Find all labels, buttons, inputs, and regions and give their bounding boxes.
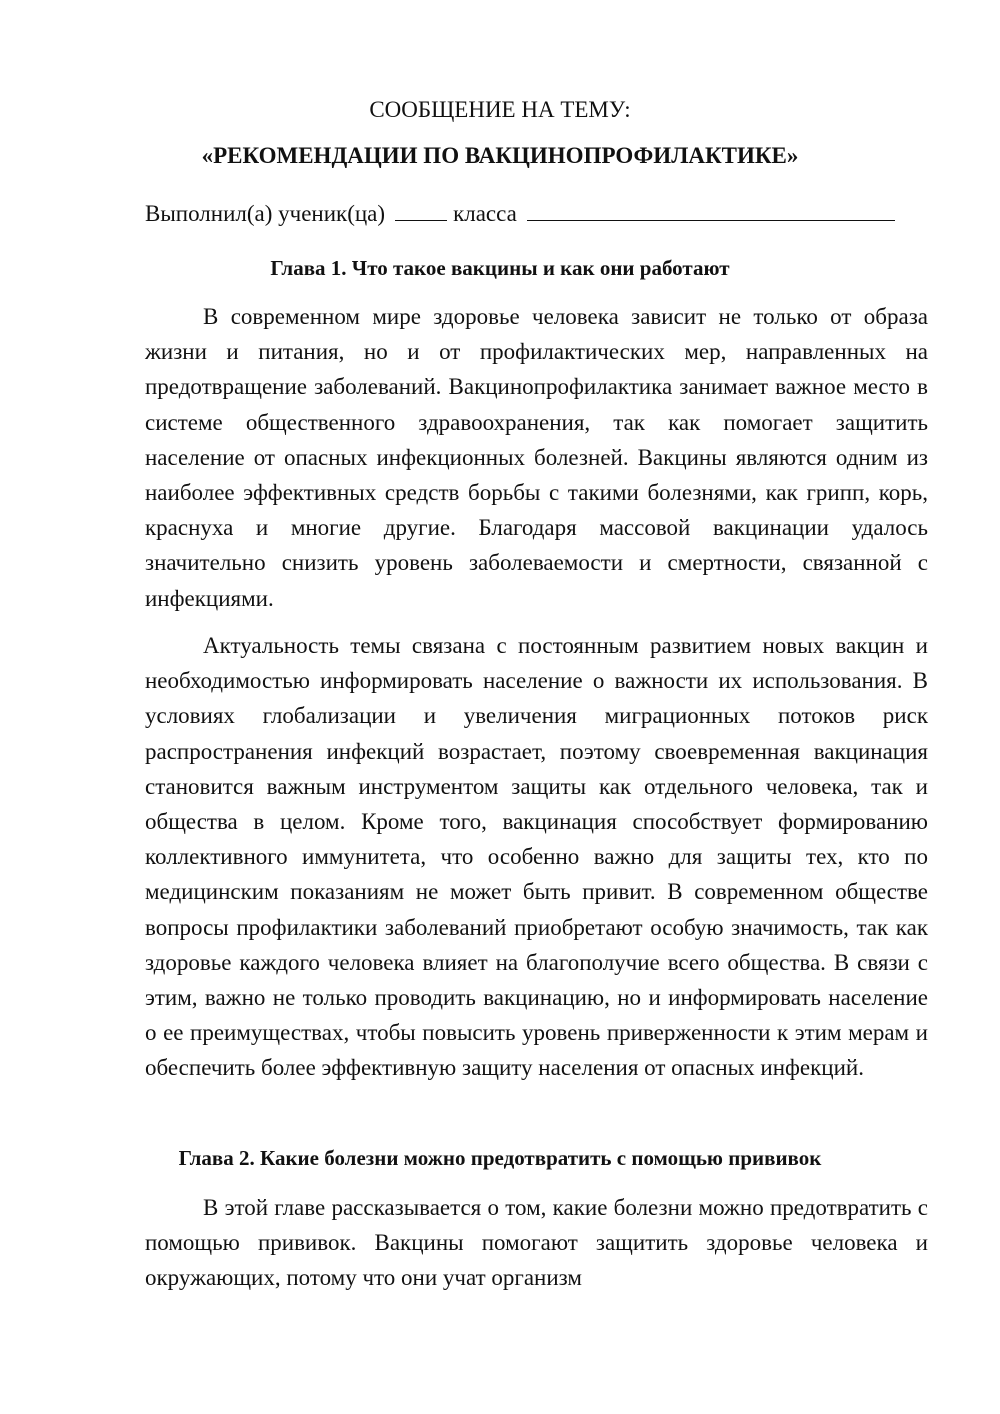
author-class-word: класса [453,201,517,226]
chapter-1-paragraph-2: Актуальность темы связана с постоянным развитием новых вакцин и необходимостью информировать население о важности их использования. В условиях глобализации и увеличения миграционных потоков риск распространения инфекций возрастает, поэтому своевременная вакцинация становится важным инструментом защиты как отдельного человека, так и общества в целом. Кроме того, вакцинация способствует формированию коллективного иммунитета, что особенно важно для защиты тех, кто по медицинским показаниям не может быть привит. В современном обществе вопросы профилактики заболеваний приобретают особую значимость, так как здоровье каждого человека влияет на благополучие всего общества. В связи с этим, важно не только проводить вакцинацию, но и информировать население о ее преимуществах, чтобы повысить уровень приверженности к этим мерам и обеспечить более эффективную защиту населения от опасных инфекций. [145,633,928,1081]
chapter-1-heading: Глава 1. Что такое вакцины и как они работают [270,256,730,280]
class-number-blank [395,198,447,221]
document-title-topic: «РЕКОМЕНДАЦИИ ПО ВАКЦИНОПРОФИЛАКТИКЕ» [201,143,799,168]
chapter-2-paragraph-1: В этой главе рассказывается о том, какие болезни можно предотвратить с помощью прививок. Вакцины помогают защитить здоровье человека и окружающих, потому что они учат организм [145,1195,928,1291]
document-title-line1: СООБЩЕНИЕ НА ТЕМУ: [369,97,631,122]
chapter-1-paragraph-1: В современном мире здоровье человека зависит не только от образа жизни и питания, но и от профилактических мер, направленных на предотвращение заболеваний. Вакцинопрофилактика занимает важное место в системе общественного здравоохранения, так как помогает защитить население от опасных инфекционных болезней. Вакцины являются одним из наиболее эффективных средств борьбы с такими болезнями, как грипп, корь, краснуха и многие другие. Благодаря массовой вакцинации удалось значительно снизить уровень заболеваемости и смертности, связанной с инфекциями. [145,304,928,611]
author-prefix: Выполнил(а) ученик(ца) [145,201,386,226]
author-line [145,198,930,229]
chapter-2-heading: Глава 2. Какие болезни можно предотвратить с помощью прививок [178,1146,822,1170]
student-name-blank [527,198,895,221]
